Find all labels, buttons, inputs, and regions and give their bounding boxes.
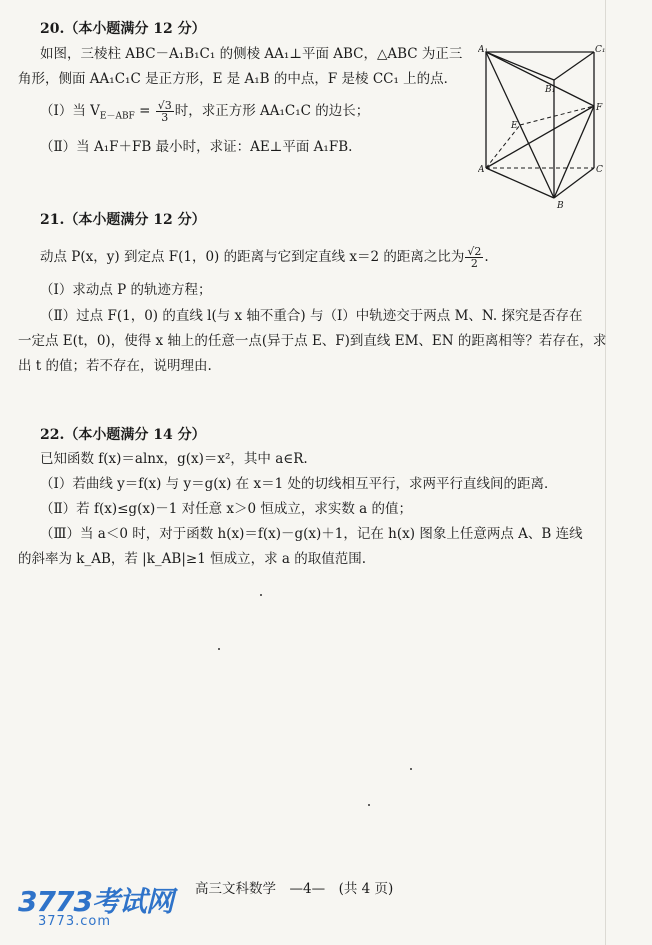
q22-part3-line1: （Ⅲ）当 a＜0 时，对于函数 h(x)＝f(x)－g(x)＋1，记在 h(x) 图象上任意两点 A、B 连线 <box>40 526 583 542</box>
q21-ratio-numerator: √2 <box>467 245 482 258</box>
q21-ratio-fraction <box>465 246 483 269</box>
scan-speck <box>410 768 412 770</box>
q21-text-end: . <box>484 249 489 265</box>
q22-text-line1: 已知函数 f(x)＝alnx，g(x)＝x²，其中 a∈R. <box>40 451 308 467</box>
segment-b-f <box>554 106 594 198</box>
label-b1: B₁ <box>545 85 556 95</box>
scan-speck <box>218 648 220 650</box>
q21-part1: （Ⅰ）求动点 P 的轨迹方程； <box>40 282 212 298</box>
q20-part1-denominator: 3 <box>161 111 169 124</box>
q20-text-line2: 角形，侧面 AA₁C₁C 是正方形，E 是 A₁B 的中点，F 是棱 CC₁ 上的点． <box>18 71 458 87</box>
q21-part2-line3: 出 t 的值；若不存在，说明理由. <box>18 358 212 374</box>
q22-part3-line2: 的斜率为 k_AB，若 |k_AB|≥1 恒成立，求 a 的取值范围. <box>18 551 366 567</box>
q21-part2-line1: （Ⅱ）过点 F(1，0) 的直线 l(与 x 轴不重合) 与（Ⅰ）中轨迹交于两点 M、N. 探究是否存在 <box>40 308 583 324</box>
q22-heading: 22.（本小题满分 14 分） <box>40 427 206 443</box>
page-footer: 高三文科数学 —4— (共 4 页) <box>195 881 394 897</box>
q20-part2: （Ⅱ）当 A₁F＋FB 最小时，求证：AE⊥平面 A₁FB. <box>40 139 353 155</box>
watermark-sub-text: 3773.com <box>38 914 111 929</box>
hidden-segment-a-e <box>486 125 520 168</box>
q20-part1-numerator: √3 <box>157 99 172 112</box>
scan-speck <box>368 804 370 806</box>
label-a1: A₁ <box>478 45 489 55</box>
label-f: F <box>596 103 603 113</box>
watermark-main-text: 3773考试网 <box>18 885 173 918</box>
prism-figure <box>478 40 608 210</box>
scan-speck <box>260 594 262 596</box>
label-a: A <box>478 165 485 175</box>
label-c1: C₁ <box>595 45 606 55</box>
q20-text-line1: 如图，三棱柱 ABC－A₁B₁C₁ 的侧棱 AA₁⊥平面 ABC，△ABC 为正三 <box>40 46 463 62</box>
segment-a1-f <box>486 52 594 106</box>
q21-part2-line2: 一定点 E(t，0)，使得 x 轴上的任意一点(异于点 E、F)到直线 EM、EN 的距离相等？若存在，求 <box>18 333 607 349</box>
hidden-segment-e-f <box>520 106 594 125</box>
q21-heading: 21.（本小题满分 12 分） <box>40 212 206 228</box>
edge-b1-c1 <box>554 52 594 80</box>
edge-a1-b1 <box>486 52 554 80</box>
label-b: B <box>557 201 564 210</box>
site-watermark-logo <box>18 880 178 935</box>
q21-text-main: 动点 P(x，y) 到定点 F(1，0) 的距离与它到定直线 x＝2 的距离之比为 <box>40 249 465 265</box>
label-c: C <box>596 165 603 175</box>
q22-part1: （Ⅰ）若曲线 y＝f(x) 与 y＝g(x) 在 x＝1 处的切线相互平行，求两平行直线间的距离． <box>40 476 558 492</box>
q21-ratio-denominator: 2 <box>470 257 478 270</box>
q20-part1-subscript: E－ABF <box>99 111 135 122</box>
q20-part1 <box>40 100 369 126</box>
label-e: E <box>511 121 518 131</box>
edge-a-b <box>486 168 554 198</box>
q22-part2: （Ⅱ）若 f(x)≤g(x)－1 对任意 x＞0 恒成立，求实数 a 的值； <box>40 501 413 517</box>
q20-part1-fraction <box>156 100 174 123</box>
q20-part1-prefix: （Ⅰ）当 V <box>40 103 100 119</box>
q20-part1-equals: = <box>134 103 155 119</box>
segment-a-f <box>486 106 594 168</box>
q20-heading: 20.（本小题满分 12 分） <box>40 21 206 37</box>
q21-text-line1 <box>40 246 489 269</box>
q20-part1-suffix: 时，求正方形 AA₁C₁C 的边长； <box>174 103 370 119</box>
